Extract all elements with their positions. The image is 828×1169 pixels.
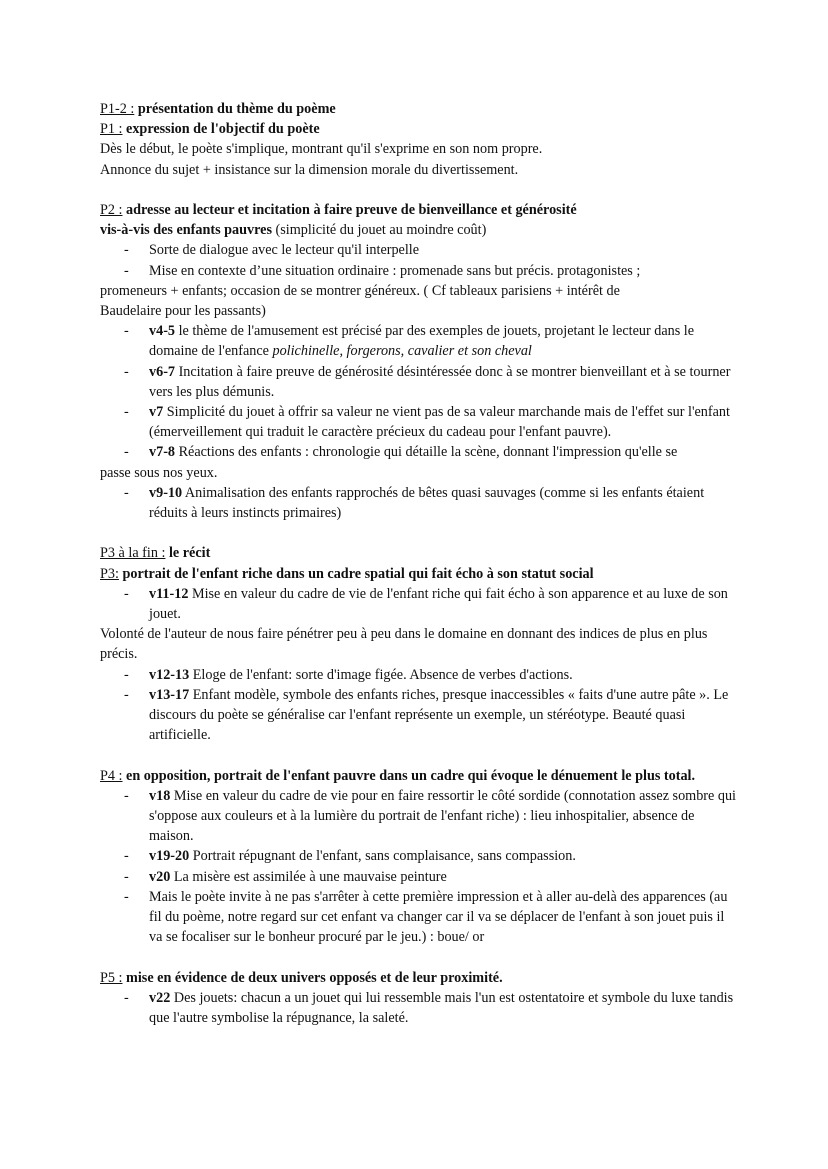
list-item: - v4-5 le thème de l'amusement est précisé par des exemples de jouets, projetant le lecteur dans le domaine de l'enfance polichinelle, forgerons, cavalier et son cheval — [124, 323, 695, 360]
heading-ref: P4 : — [100, 767, 123, 784]
bullet-dash: - — [124, 848, 129, 865]
heading-text: adresse au lecteur et incitation à faire preuve de bienveillance et générosité — [122, 202, 577, 218]
section-heading — [100, 968, 740, 988]
bullet-dash: - — [124, 787, 129, 804]
document-page — [100, 99, 740, 1028]
heading-text: mise en évidence de deux univers opposés et de leur proximité. — [122, 969, 503, 986]
bullet-dash: - — [124, 868, 129, 885]
list-item: - Mais le poète invite à ne pas s'arrêter à cette première impression et à aller au-delà des apparences (au fil du poème, notre regard sur cet enfant va changer car il va se déplacer de l'enfant à son jouet puis il va se focaliser sur le bonheur procuré par le jeu.) : boue/ or — [124, 888, 728, 946]
subsection-heading — [100, 119, 740, 139]
list-item: - v13-17 Enfant modèle, symbole des enfants riches, presque inaccessibles « faits d'une autre pâte ». Le discours du poète se généralise car l'enfant représente un exemple, un stéréotype. Beauté quasi artificielle. — [124, 686, 729, 744]
paragraph: promeneurs + enfants; occasion de se montrer généreux. ( Cf tableaux parisiens + intérêt de — [100, 282, 620, 299]
heading-text: présentation du thème du poème — [134, 101, 336, 117]
heading-ref: P5 : — [100, 969, 123, 986]
heading-ref: P3: — [100, 565, 119, 582]
heading-ref: P2 : — [100, 202, 123, 218]
section-heading — [100, 543, 740, 563]
heading-text: en opposition, portrait de l'enfant pauvre dans un cadre qui évoque le dénuement le plus total. — [122, 767, 696, 784]
heading-continuation: vis-à-vis des enfants pauvres (simplicité du jouet au moindre coût) — [100, 222, 487, 239]
bullet-dash: - — [124, 404, 129, 421]
bullet-dash: - — [124, 888, 129, 905]
list-item: - Mise en contexte d’une situation ordinaire : promenade sans but précis. protagonistes ; — [100, 261, 740, 281]
subsection-heading — [100, 564, 740, 584]
section-heading — [100, 200, 740, 220]
bullet-dash: - — [124, 323, 129, 340]
bullet-dash: - — [124, 686, 129, 703]
heading-text: portrait de l'enfant riche dans un cadre spatial qui fait écho à son statut social — [118, 565, 594, 582]
list-item: - v20 La misère est assimilée à une mauvaise peinture — [100, 867, 740, 887]
list-item: - v19-20 Portrait répugnant de l'enfant, sans complaisance, sans compassion. — [100, 846, 740, 866]
bullet-dash: - — [124, 262, 129, 279]
list-item: - v9-10 Animalisation des enfants rapprochés de bêtes quasi sauvages (comme si les enfants étaient réduits à leurs instincts primaires) — [124, 484, 705, 522]
list-item: - v22 Des jouets: chacun a un jouet qui lui ressemble mais l'un est ostentatoire et symbole du luxe tandis que l'autre symbolise la répugnance, la saleté. — [124, 989, 734, 1027]
paragraph: Volonté de l'auteur de nous faire pénétrer peu à peu dans le domaine en donnant des indices de plus en plus précis. — [100, 626, 708, 663]
list-item: - v7 Simplicité du jouet à offrir sa valeur ne vient pas de sa valeur marchande mais de l'effet sur l'enfant (émerveillement qui traduit le caractère précieux du cadeau pour l'enfant pauvre). — [124, 404, 730, 441]
bullet-dash: - — [124, 585, 129, 602]
bullet-dash: - — [124, 363, 129, 380]
list-item: - v11-12 Mise en valeur du cadre de vie de l'enfant riche qui fait écho à son apparence et au luxe de son jouet. — [124, 585, 728, 623]
paragraph: Annonce du sujet + insistance sur la dimension morale du divertissement. — [100, 161, 519, 178]
paragraph: passe sous nos yeux. — [100, 464, 218, 481]
bullet-dash: - — [124, 989, 129, 1006]
list-item: - Sorte de dialogue avec le lecteur qu'il interpelle — [100, 240, 740, 260]
paragraph: Dès le début, le poète s'implique, montrant qu'il s'exprime en son nom propre. — [100, 141, 543, 158]
section-heading — [100, 99, 740, 119]
section-heading — [100, 766, 740, 786]
bullet-dash: - — [124, 484, 129, 501]
list-item: - v12-13 Eloge de l'enfant: sorte d'image figée. Absence de verbes d'actions. — [100, 665, 740, 685]
heading-text: expression de l'objectif du poète — [122, 121, 320, 138]
bullet-dash: - — [124, 666, 129, 683]
list-item: - v6-7 Incitation à faire preuve de générosité désintéressée donc à se montrer bienveillant et à se tourner vers les plus démunis. — [124, 363, 731, 400]
heading-text: le récit — [165, 545, 211, 562]
heading-ref: P3 à la fin : — [100, 545, 166, 562]
bullet-dash: - — [124, 242, 129, 259]
bullet-dash: - — [124, 444, 129, 461]
heading-ref: P1 : — [100, 121, 123, 138]
paragraph: Baudelaire pour les passants) — [100, 303, 266, 320]
heading-ref: P1-2 : — [100, 101, 135, 117]
list-item: - v7-8 Réactions des enfants : chronologie qui détaille la scène, donnant l'impression qu'elle se — [100, 442, 740, 462]
list-item: - v18 Mise en valeur du cadre de vie pour en faire ressortir le côté sordide (connotation assez sombre qui s'oppose aux couleurs et à la lumière du portrait de l'enfant riche) : lieu inhospitalier, absence de maison. — [124, 787, 737, 845]
